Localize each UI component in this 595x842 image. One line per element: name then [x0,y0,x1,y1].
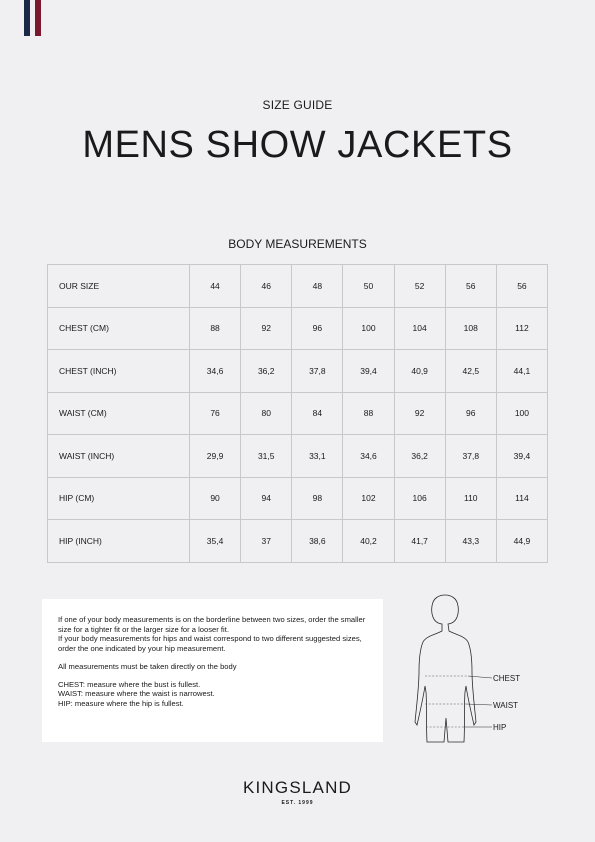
table-cell: 114 [496,477,547,520]
note-hip-priority: If your body measurements for hips and waist correspond to two different suggested sizes, order the one indicated by your hip measurement. [58,634,362,654]
table-cell: 50 [343,265,394,308]
table-cell: 46 [241,265,292,308]
table-cell: 76 [190,392,241,435]
row-label: HIP (CM) [48,477,190,520]
note-hip: HIP: measure where the hip is fullest. [58,699,184,709]
note-on-body: All measurements must be taken directly on the body [58,661,237,671]
size-table [47,264,548,563]
brand-stripes [24,0,41,36]
table-cell: 56 [445,265,496,308]
row-label: WAIST (CM) [48,392,190,435]
table-cell: 36,2 [394,435,445,478]
table-cell: 56 [496,265,547,308]
table-cell: 96 [292,307,343,350]
table-cell: 92 [394,392,445,435]
table-row [48,265,548,308]
table-cell: 34,6 [343,435,394,478]
notes-box [42,599,383,742]
table-cell: 108 [445,307,496,350]
row-label: OUR SIZE [48,265,190,308]
table-cell: 104 [394,307,445,350]
table-cell: 38,6 [292,520,343,563]
table-cell: 33,1 [292,435,343,478]
row-label: HIP (INCH) [48,520,190,563]
table-cell: 37,8 [292,350,343,393]
table-row [48,520,548,563]
table-cell: 44 [190,265,241,308]
table-cell: 44,1 [496,350,547,393]
row-label: WAIST (INCH) [48,435,190,478]
table-cell: 43,3 [445,520,496,563]
brand-est: EST. 1999 [281,800,314,806]
table-cell: 34,6 [190,350,241,393]
table-cell: 41,7 [394,520,445,563]
table-row [48,477,548,520]
body-outline-icon [398,594,538,749]
table-cell: 40,9 [394,350,445,393]
table-cell: 112 [496,307,547,350]
table-cell: 110 [445,477,496,520]
table-row [48,350,548,393]
brand-logo: KINGSLAND [242,778,353,797]
table-cell: 106 [394,477,445,520]
table-cell: 39,4 [343,350,394,393]
note-chest: CHEST: measure where the bust is fullest. [58,679,201,689]
table-caption: BODY MEASUREMENTS [228,237,367,251]
waist-label: WAIST [493,701,519,710]
table-cell: 48 [292,265,343,308]
table-cell: 80 [241,392,292,435]
table-row [48,307,548,350]
table-cell: 84 [292,392,343,435]
table-cell: 29,9 [190,435,241,478]
table-cell: 36,2 [241,350,292,393]
table-cell: 100 [496,392,547,435]
chest-label: CHEST [493,674,521,683]
table-cell: 31,5 [241,435,292,478]
table-cell: 52 [394,265,445,308]
table-cell: 98 [292,477,343,520]
row-label: CHEST (INCH) [48,350,190,393]
burgundy-stripe [35,0,41,36]
table-cell: 39,4 [496,435,547,478]
table-cell: 37 [241,520,292,563]
table-cell: 90 [190,477,241,520]
note-waist: WAIST: measure where the waist is narrowest. [58,689,215,699]
table-cell: 88 [190,307,241,350]
size-guide-kicker: SIZE GUIDE [262,98,333,112]
table-cell: 40,2 [343,520,394,563]
body-figure [398,594,538,749]
table-cell: 37,8 [445,435,496,478]
table-row [48,392,548,435]
table-cell: 42,5 [445,350,496,393]
table-cell: 35,4 [190,520,241,563]
row-label: CHEST (CM) [48,307,190,350]
note-borderline: If one of your body measurements is on the borderline between two sizes, order the smaller size for a tighter fit or the larger size for a looser fit. [58,615,366,634]
table-cell: 96 [445,392,496,435]
table-cell: 94 [241,477,292,520]
table-cell: 92 [241,307,292,350]
table-cell: 88 [343,392,394,435]
page-title: MENS SHOW JACKETS [82,124,513,166]
table-cell: 44,9 [496,520,547,563]
table-cell: 102 [343,477,394,520]
table-row [48,435,548,478]
hip-label: HIP [493,723,507,732]
table-cell: 100 [343,307,394,350]
